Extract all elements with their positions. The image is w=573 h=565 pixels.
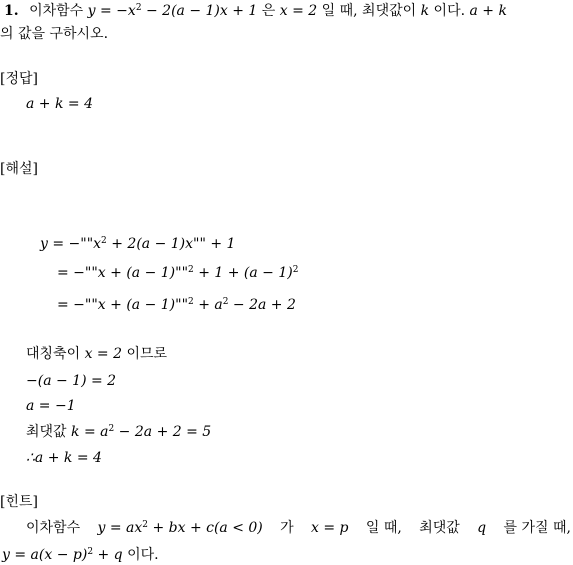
hint-equation: $y = ax^2$ + bx + c(a < 0) bbox=[97, 520, 263, 536]
explanation-step-5: ∴a + k = 4 bbox=[26, 450, 102, 466]
problem-il-ttae: 일 때, 최댓값이 bbox=[321, 3, 417, 19]
problem-ask: a + k bbox=[469, 3, 507, 19]
hint-end: 를 가질 때, bbox=[503, 520, 571, 536]
explanation-eq-2: = −""x + (a − 1)""$^2$ + $1 + (a - 1)^2$ bbox=[57, 265, 299, 281]
explanation-step-2: −(a − 1) = 2 bbox=[26, 373, 117, 389]
hint-heading: [힌트] bbox=[0, 494, 38, 510]
answer-value: a + k = 4 bbox=[26, 96, 93, 112]
hint-ga: 가 bbox=[280, 520, 294, 536]
hint-vertex-form: $y = a(x - p)^2 + q$ bbox=[2, 547, 123, 563]
hint-max: 최댓값 bbox=[419, 520, 460, 536]
problem-line-2: 의 값을 구하시오. bbox=[0, 26, 109, 42]
explanation-eq-3: = −""x + (a − 1)""$^2$ + $a^2 - 2a + 2$ bbox=[57, 297, 296, 313]
problem-line-1 bbox=[4, 3, 507, 20]
step1-end: 이므로 bbox=[126, 346, 168, 362]
hint-line-1 bbox=[26, 520, 571, 537]
problem-k: k bbox=[420, 3, 430, 19]
explanation-step-4 bbox=[26, 424, 211, 441]
problem-ida: 이다. bbox=[433, 3, 466, 19]
step1-math: x = 2 bbox=[84, 346, 122, 362]
hint-q: q bbox=[477, 520, 487, 536]
step1-text: 대칭축이 bbox=[26, 346, 81, 362]
problem-condition: x = 2 bbox=[279, 3, 318, 19]
hint-il-ttae: 일 때, bbox=[365, 520, 402, 536]
hint-text-1: 이차함수 bbox=[26, 520, 81, 536]
problem-eun: 은 bbox=[261, 3, 276, 19]
problem-number: 1. bbox=[4, 3, 19, 19]
step4-text: 최댓값 bbox=[26, 424, 67, 440]
answer-heading: [정답] bbox=[0, 71, 38, 87]
explanation-step-1 bbox=[26, 346, 167, 363]
problem-equation: $y = -x^2 - 2(a - 1)x + 1$ bbox=[87, 3, 258, 19]
hint-line2-end: 이다. bbox=[127, 547, 159, 563]
step4-math: $k = a^2 - 2a + 2 = 5$ bbox=[71, 424, 212, 440]
explanation-eq-1: $y = -""x^2 + 2(a - 1)x$"" + 1 bbox=[40, 236, 236, 252]
hint-line-2 bbox=[2, 547, 159, 564]
problem-text: 이차함수 bbox=[29, 3, 84, 19]
explanation-step-3: a = −1 bbox=[26, 398, 76, 414]
hint-x-p: x = p bbox=[311, 520, 349, 536]
explanation-heading: [해설] bbox=[0, 161, 38, 177]
